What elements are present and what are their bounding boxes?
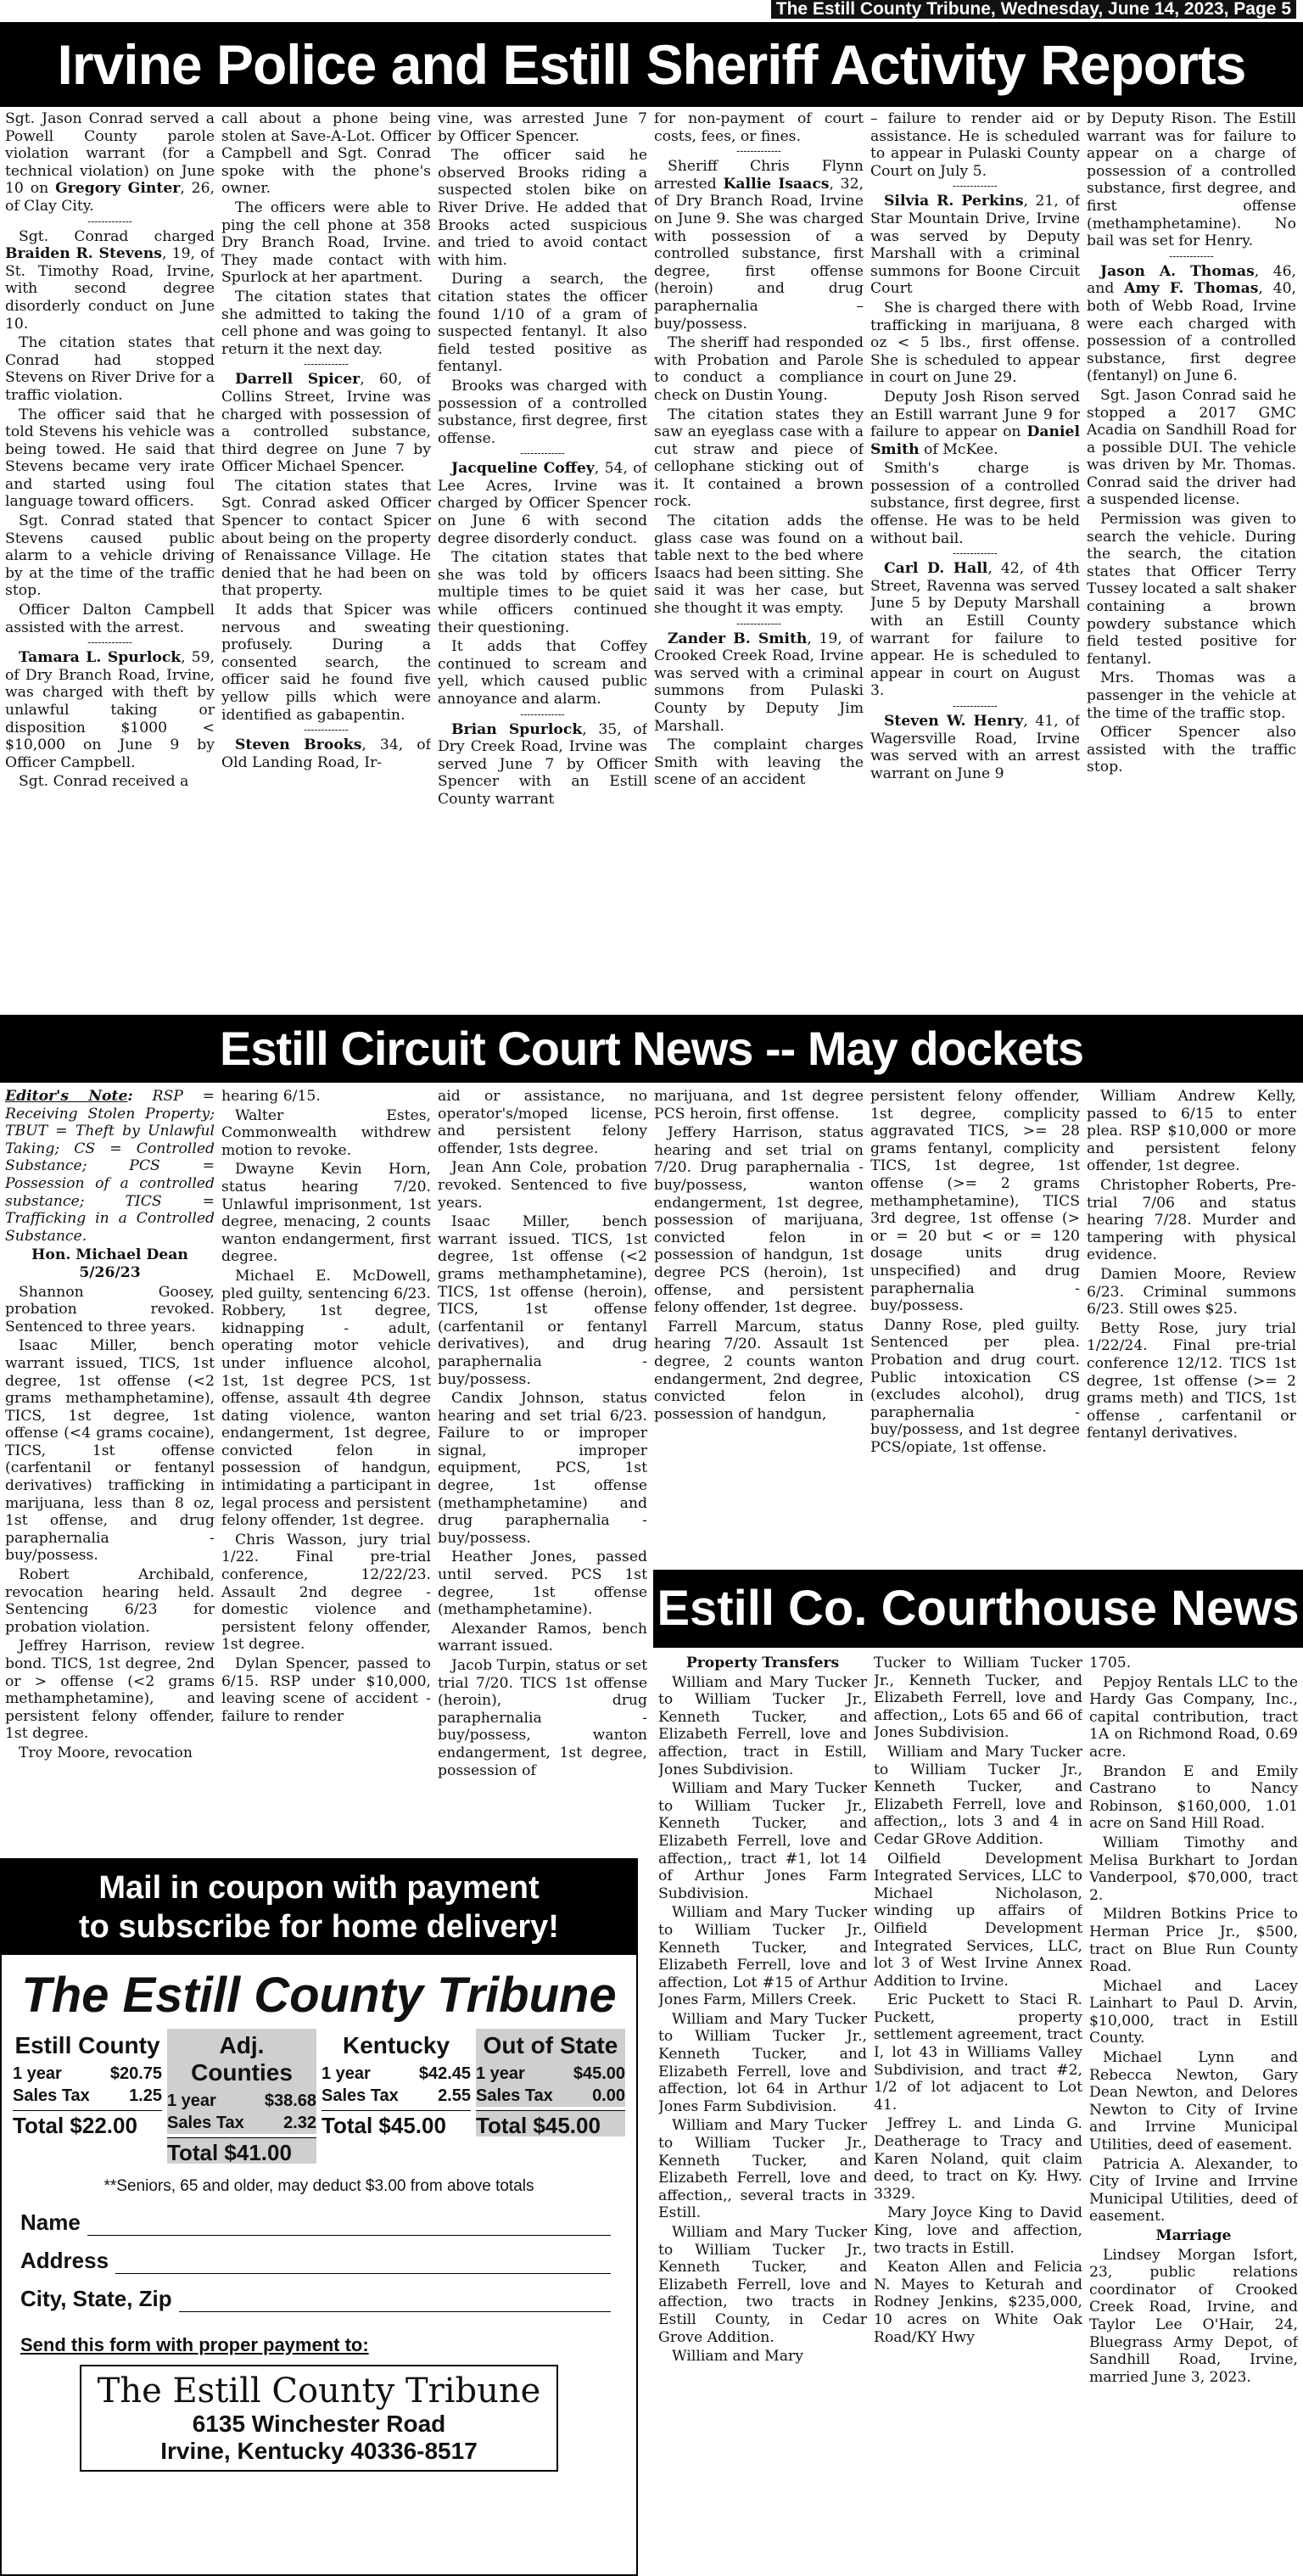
- police-col-4: for non-payment of court costs, fees, or fines. ------------- Sheriff Chris Flynn arrested Kallie Isaacs, 32, of Dry Branch Road, Irvine on June 9. She was charged with possession of a controlled substance, first degree, first offense (heroin) and drug paraphernalia – buy/possess. The sheriff had responded with Probation and Parole to conduct a compliance check on Dustin Young. The citation states they saw an eyeglass case with a cut straw and piece of cellophane sticking out of it. It contained a brown rock. The citation adds the glass case was found on a table next to the bed where Isaacs had been sitting. She said it was her case, but she thought it was empty. ------------- Zander B. Smith, 19, of Crooked Creek Road, Irvine was served with a criminal summons from Pulaski County by Deputy Jim Marshall. The complaint charges Smith with leaving the scene of an accident: [654, 110, 864, 789]
- address-city: Irvine, Kentucky 40336-8517: [160, 2438, 478, 2464]
- rate-line-value: $38.68: [264, 2092, 316, 2110]
- courthouse-col-1: Property Transfers William and Mary Tucker to William Tucker Jr., Kenneth Tucker, and Elizabeth Ferrell, love and affection, tract in Estill, Jones Subdivision. William and Mary Tucker to William Tucker Jr., Kenneth Tucker, and Elizabeth Ferrell, love and affection,, tract #1, lot 14 of Arthur Jones Farm Subdivision. William and Mary Tucker to William Tucker Jr., Kenneth Tucker, and Elizabeth Ferrell, love and affection, Lot #15 of Arthur Jones Farm, Millers Creek. William and Mary Tucker to William Tucker Jr., Kenneth Tucker, and Elizabeth Ferrell, love and affection, lot 64 in Arthur Jones Farm Subdivision. William and Mary Tucker to William Tucker Jr., Kenneth Tucker, and Elizabeth Ferrell, love and affection,, several tracts in Estill. William and Mary Tucker to William Tucker Jr., Kenneth Tucker, and Elizabeth Ferrell, love and affection, two tracts in Estill County, in Cedar Grove Addition. William and Mary: [658, 1655, 867, 2366]
- coupon-title: The Estill County Tribune: [21, 1968, 617, 2023]
- rate-tax-label: Sales Tax: [167, 2114, 244, 2132]
- police-col-2: call about a phone being stolen at Save-A-Lot. Officer Campbell and Sgt. Conrad spoke with the phone's owner. The officers were able to ping the cell phone at 358 Dry Branch Road, Irvine. They made contact with Spurlock at her apartment. The citation states that she admitted to taking the cell phone and was going to return it the next day. ------------- Darrell Spicer, 60, of Collins Street, Irvine was charged with possession of a controlled substance, third degree on June 7 by Officer Michael Spencer. The citation states that Sgt. Conrad asked Officer Spencer to contact Spicer about being on the property of Renaissance Village. He denied that he had been on that property. It adds that Spicer was nervous and sweating profusely. During a consented search, the officer said he found five yellow pills which were identified as gabapentin. ------------- Steven Brooks, 34, of Old Landing Road, Ir-: [221, 110, 431, 771]
- court-title: Estill Circuit Court News -- May dockets: [220, 1022, 1083, 1075]
- court-col-6: William Andrew Kelly, passed to 6/15 to enter plea. RSP $10,000 or more and persistent felony offender, 1st degree. Christopher Roberts, Pre-trial 7/06 and status hearing 7/28. Murder and tampering with physical evidence. Damien Moore, Review 6/23. Criminal summons 6/23. Still owes $25. Betty Rose, jury trial 1/22/24. Final pre-trial conference 12/12. TICS 1st degree, 1st offense (>= 2 grams meth) and TICS, 1st offense , carfentanil or fentanyl derivatives.: [1087, 1088, 1296, 1442]
- courthouse-col-3: 1705. Pepjoy Rentals LLC to the Hardy Gas Company, Inc., capital contribution, tract 1A on Richmond Road, 0.69 acre. Brandon E and Emily Castrano to Nancy Robinson, $160,000, 1.01 acre on Sand Hill Road. William Timothy and Melisa Burkhart to Jordan Vanderpool, $70,000, tract 2. Mildren Botkins Price to Herman Price Jr., $500, tract on Blue Run County Road. Michael and Lacey Lainhart to Paul D. Arvin, $10,000, tract in Estill County. Michael Lynn and Rebecca Newton, Gary Dean Newton, and Delores Newton to City of Irvine and Irrvine Municipal Utilities, deed of easement. Patricia A. Alexander, to City of Irvine and Irrvine Municipal Utilities, deed of easement. Marriage Lindsey Morgan Isfort, 23, public relations coordinator of Crooked Creek Road, Irvine, and Taylor Lee O'Hair, 24, Bluegrass Army Depot, of Sandhill Road, Irvine, married June 3, 2023.: [1089, 1655, 1298, 2386]
- name-field-label: Name: [20, 2209, 81, 2235]
- rate-tax-label: Sales Tax: [322, 2086, 399, 2105]
- address-field[interactable]: [20, 2248, 611, 2274]
- rate-name: Estill County: [14, 2032, 160, 2058]
- court-col-4: marijuana, and 1st degree PCS heroin, first offense. Jeffery Harrison, status hearing and set trial on 7/20. Drug paraphernalia - buy/possess, wanton endangerment, 1st degree, possession of marijuana, convicted felon in possession of handgun, 1st degree PCS (heroin), 1st offense, and persistent felony offender, 1st degree. Farrell Marcum, status hearing 7/20. Assault 1st degree, 2 counts wanton endangerment, 2nd degree, convicted felon in possession of handgun,: [654, 1088, 864, 1423]
- court-col-3: aid or assistance, no operator's/moped license, and persistent felony offender, 1sts degree. Jean Ann Cole, probation revoked. Sentenced to five years. Isaac Miller, bench warrant issued. TICS, 1st degree, 1st offense (<2 grams methamphetamine), TICS, 1st offense (heroin), TICS, 1st offense (carfentanil or fentanyl derivatives), and drug paraphernalia - buy/possess. Candix Johnson, status hearing and set trial 6/23. Failure to or improper signal, improper equipment, PCS, 1st degree, 1st offense (methamphetamine) and drug paraphernalia - buy/possess. Heather Jones, passed until served. PCS 1st degree, 1st offense (methamphetamine). Alexander Ramos, bench warrant issued. Jacob Turpin, status or set trial 7/20. TICS 1st offense (heroin), drug paraphernalia - buy/possess, wanton endangerment, 1st degree, possession of: [438, 1088, 647, 1779]
- rate-line-value: $20.75: [109, 2064, 162, 2083]
- rate-tax-value: 1.25: [129, 2086, 162, 2105]
- address-field-line[interactable]: [115, 2251, 611, 2274]
- police-columns: [5, 110, 1298, 1010]
- court-banner: [0, 1015, 1303, 1083]
- rate-out-of-state: [476, 2029, 625, 2164]
- rate-tax-label: Sales Tax: [13, 2086, 90, 2105]
- police-col-1: Sgt. Jason Conrad served a Powell County parole violation warrant (for a technical violation) on June 10 on Gregory Ginter, 26, of Clay City. ------------- Sgt. Conrad charged Braiden R. Stevens, 19, of St. Timothy Road, Irvine, with second degree disorderly conduct on June 10. The citation states that Conrad had stopped Stevens on River Drive for a traffic violation. The officer said that he told Stevens his vehicle was being towed. He said that Stevens became very irate and started using foul language toward officers. Sgt. Conrad stated that Stevens caused public alarm to a vehicle driving by at the time of the traffic stop. Officer Dalton Campbell assisted with the arrest. ------------- Tamara L. Spurlock, 59, of Dry Branch Road, Irvine, was charged with theft by unlawful taking or disposition $1000 < $10,000 on June 9 by Officer Campbell. Sgt. Conrad received a: [5, 110, 215, 791]
- court-col-5: persistent felony offender, 1st degree, complicity aggravated TICS, >= 28 grams fentanyl, complicity TICS, 1st degree, 1st offense (>= 2 grams methamphetamine), TICS 3rd degree, 1st offense (> or = 20 but < or = 120 dosage units drug unspecified) and drug paraphernalia - buy/possess. Danny Rose, pled guilty. Sentenced per plea. Probation and drug court. Public intoxication CS (excludes alcohol), drug paraphernalia - buy/possess, and 1st degree PCS/opiate, 1st offense.: [870, 1088, 1080, 1456]
- city-field-label: City, State, Zip: [20, 2286, 172, 2311]
- city-state-zip-field[interactable]: [20, 2286, 611, 2312]
- subscription-coupon: [0, 1858, 638, 2576]
- rate-tax-value: 0.00: [592, 2086, 625, 2105]
- courthouse-banner: [653, 1570, 1303, 1648]
- rate-table: [2, 2029, 636, 2164]
- rate-name: Adj. Counties: [167, 2029, 316, 2090]
- masthead-text: The Estill County Tribune, Wednesday, June 14, 2023, Page 5: [771, 0, 1296, 19]
- rate-line-label: 1 year: [322, 2064, 371, 2083]
- send-instructions: Send this form with proper payment to:: [20, 2334, 369, 2355]
- police-col-6: by Deputy Rison. The Estill warrant was for failure to appear on a charge of possession of a controlled substance, first degree, and first offense (methamphetamine). No bail was set for Henry. ------------- Jason A. Thomas, 46, and Amy F. Thomas, 40, both of Webb Road, Irvine were each charged with possession of a controlled substance, first degree (fentanyl) on June 6. Sgt. Jason Conrad said he stopped a 2017 GMC Acadia on Sandhill Road for a possible DUI. The vehicle was driven by Mr. Thomas. Conrad said the driver had a suspended license. Permission was given to search the vehicle. During the search, the citation states that Officer Terry Tussey located a salt shaker containing a brown powdery substance which field tested positive for fentanyl. Mrs. Thomas was a passenger in the vehicle at the time of the traffic stop. Officer Spencer also assisted with the traffic stop.: [1087, 110, 1296, 776]
- address-street: 6135 Winchester Road: [192, 2411, 446, 2437]
- address-name: The Estill County Tribune: [97, 2372, 541, 2411]
- police-title: Irvine Police and Estill Sheriff Activity Reports: [57, 33, 1246, 96]
- city-field-line[interactable]: [179, 2289, 611, 2312]
- court-col-2: hearing 6/15. Walter Estes, Commonwealth withdrew motion to revoke. Dwayne Kevin Horn, status hearing 7/20. Unlawful imprisonment, 1st degree, menacing, 2 counts wanton endangerment, first degree. Michael E. McDowell, pled guilty, sentencing 6/23. Robbery, 1st degree, kidnapping - adult, operating motor vehicle under influence alcohol, 1st, 1st degree PCS, 1st offense, assault 4th degree dating violence, wanton endangerment, 1st degree, convicted felon in possession of handgun, intimidating a participant in legal process and persistent felony offender, 1st degree. Chris Wasson, jury trial 1/22. Final pre-trial conference, 12/22/23. Assault 2nd degree - domestic violence and persistent felony offender, 1st degree. Dylan Spencer, passed to 6/15. RSP under $10,000, leaving scene of accident - failure to render: [221, 1088, 431, 1725]
- rate-name: Kentucky: [342, 2032, 450, 2058]
- coupon-heading-line-1: Mail in coupon with payment: [98, 1870, 540, 1906]
- rate-line-label: 1 year: [167, 2092, 216, 2110]
- court-col-1: Editor's Note: RSP = Receiving Stolen Property; TBUT = Theft by Unlawful Taking; CS = Controlled Substance; PCS = Possession of a controlled substance; TICS = Trafficking in a Controlled Substance. Hon. Michael Dean 5/26/23 Shannon Goosey, probation revoked. Sentenced to three years. Isaac Miller, bench warrant issued, TICS, 1st degree, 1st offense (<2 grams methamphetamine), TICS, 1st degree, 1st offense (<4 grams cocaine), TICS, 1st offense (carfentanil or fentanyl derivatives) trafficking in marijuana, less than 8 oz, 1st offense, and drug paraphernalia - buy/possess. Robert Archibald, revocation hearing held. Sentencing 6/23 for probation violation. Jeffrey Harrison, review bond. TICS, 1st degree, 2nd or > offense (<2 grams methamphetamine), and persistent felony offender, 1st degree. Troy Moore, revocation: [5, 1088, 215, 1761]
- police-col-3: vine, was arrested June 7 by Officer Spencer. The officer said he observed Brooks riding a suspected stolen bike on River Drive. He added that Brooks acted suspicious and tried to avoid contact with him. During a search, the citation states the officer found 1/10 of a gram of suspected fentanyl. It also field tested positive as fentanyl. Brooks was charged with possession of a controlled substance, first degree, first offense. ------------- Jacqueline Coffey, 54, of Lee Acres, Irvine was charged by Officer Spencer on June 6 with second degree disorderly conduct. The citation states that she was told by officers multiple times to be quiet while officers continued their questioning. It adds that Coffey continued to scream and yell, which caused public annoyance and alarm. ------------- Brian Spurlock, 35, of Dry Creek Road, Irvine was served June 7 by Officer Spencer with an Estill County warrant: [438, 110, 647, 808]
- rate-total: Total $41.00: [167, 2137, 316, 2164]
- police-banner: [0, 22, 1303, 107]
- courthouse-columns: [658, 1655, 1298, 2574]
- rate-line-value: $42.45: [418, 2064, 471, 2083]
- rate-tax-label: Sales Tax: [476, 2086, 553, 2105]
- mailing-address: [80, 2365, 558, 2472]
- rate-total: Total $22.00: [13, 2110, 162, 2136]
- rate-line-label: 1 year: [13, 2064, 62, 2083]
- address-field-label: Address: [20, 2248, 109, 2273]
- rate-total: Total $45.00: [476, 2110, 625, 2136]
- rate-tax-value: 2.55: [438, 2086, 471, 2105]
- courthouse-col-2: Tucker to William Tucker Jr., Kenneth Tucker, and Elizabeth Ferrell, love and affection,, Lots 65 and 66 of Jones Subdivision. William and Mary Tucker to William Tucker Jr., Kenneth Tucker, and Elizabeth Ferrell, love and affection,, lots 3 and 4 in Cedar GRove Addition. Oilfield Development Integrated Services, LLC to Michael Nicholason, winding up affairs of Oilfield Development Integrated Services, LLC, lot 3 of West Irvine Annex Addition to Irvine. Eric Puckett to Staci R. Puckett, property settlement agreement, tract I, lot 43 in Williams Valley Subdivision, and tract #2, 1/2 of lot adjacent to Lot 41. Jeffrey L. and Linda G. Deatherage to Tracy and Karen Noland, quit claim deed, to tract on Ky. Hwy. 3329. Mary Joyce King to David King, love and affection, two tracts in Estill. Keaton Allen and Felicia N. Mayes to Keturah and Rodney Jenkins, $235,000, 10 acres on White Oak Road/KY Hwy: [874, 1655, 1082, 2346]
- rate-adjacent: [167, 2029, 316, 2164]
- coupon-heading-line-2: to subscribe for home delivery!: [79, 1909, 559, 1945]
- rate-kentucky: [322, 2029, 471, 2164]
- name-field[interactable]: [20, 2209, 611, 2236]
- police-col-5: – failure to render aid or assistance. He is scheduled to appear in Pulaski County Court on July 5. ------------- Silvia R. Perkins, 21, of Star Mountain Drive, Irvine was served by Deputy Marshall with a criminal summons for Boone Circuit Court She is charged there with trafficking in marijuana, 8 oz < 5 lbs., first offense. She is scheduled to appear in court on June 29. Deputy Josh Rison served an Estill warrant June 9 for failure to appear on Daniel Smith of McKee. Smith's charge is possession of a controlled substance, first degree, first offense. He was to be held without bail. ------------- Carl D. Hall, 42, of 4th Street, Ravenna was served June 5 by Deputy Marshall with an Estill County warrant for failure to appear. He is scheduled to appear in court on August 3. ------------- Steven W. Henry, 41, of Wagersville Road, Irvine was served with an arrest warrant on June 9: [870, 110, 1080, 782]
- rate-estill: [13, 2029, 162, 2164]
- rate-line-label: 1 year: [476, 2064, 525, 2083]
- courthouse-title: Estill Co. Courthouse News: [657, 1581, 1300, 1636]
- coupon-heading: [2, 1860, 636, 1955]
- rate-line-value: $45.00: [573, 2064, 625, 2083]
- rate-total: Total $45.00: [322, 2110, 471, 2136]
- name-field-line[interactable]: [87, 2213, 611, 2236]
- rate-name: Out of State: [476, 2029, 625, 2063]
- rate-tax-value: 2.32: [283, 2114, 316, 2132]
- masthead-bar: [0, 0, 1303, 19]
- senior-discount-note: **Seniors, 65 and older, may deduct $3.00 from above totals: [103, 2177, 534, 2195]
